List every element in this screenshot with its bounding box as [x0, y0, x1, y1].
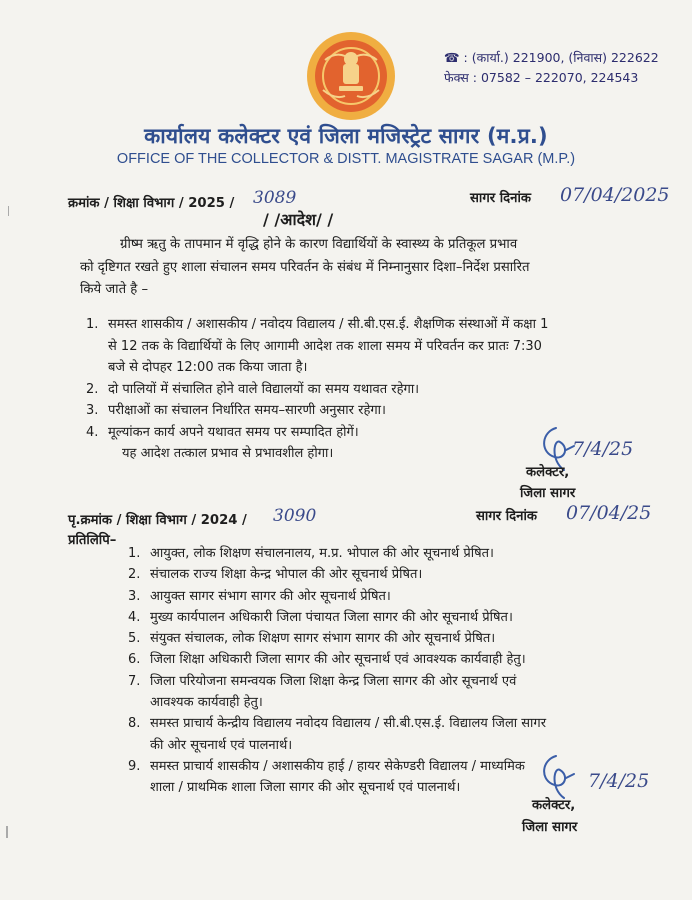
office-title-english: OFFICE OF THE COLLECTOR & DISTT. MAGISTRATE SAGAR (M.P.): [116, 151, 576, 167]
item-line: समस्त प्राचार्य केन्द्रीय विद्यालय नवोदय विद्यालय / सी.बी.एस.ई. विद्यालय जिला सागर: [150, 716, 547, 732]
item-number: 2.: [128, 567, 141, 583]
item-number: 4.: [86, 424, 99, 440]
item-line: की ओर सूचनार्थ एवं पालनार्थ।: [150, 737, 293, 753]
item-line: जिला शिक्षा अधिकारी जिला सागर की ओर सूचनार्थ एवं आवश्यक कार्यवाही हेतु।: [150, 652, 526, 668]
list-item: [86, 443, 548, 465]
office-title-hindi: कार्यालय कलेक्टर एवं जिला मजिस्ट्रेट सागर (म.प्र.): [144, 124, 548, 148]
item-line: आयुक्त सागर संभाग सागर की ओर सूचनार्थ प्रेषित।: [150, 588, 391, 604]
list-item: [128, 607, 546, 628]
list-item: [128, 628, 546, 649]
intro-line: ग्रीष्म ऋतु के तापमान में वृद्धि होने के कारण विद्यार्थियों के स्वास्थ्य के प्रतिकूल प्रभाव: [120, 237, 518, 252]
margin-tick: [8, 206, 9, 216]
list-item: [86, 400, 548, 422]
state-emblem-icon: [305, 30, 397, 122]
item-line: आयुक्त, लोक शिक्षण संचालनालय, म.प्र. भोपाल की ओर सूचनार्थ प्रेषित।: [150, 546, 494, 561]
list-item: [86, 379, 548, 401]
order-date-label: सागर दिनांक: [470, 191, 532, 206]
copy-date-label: सागर दिनांक: [476, 509, 538, 524]
list-item: [86, 422, 548, 444]
item-number: 6.: [128, 652, 141, 668]
item-number: 3.: [86, 403, 99, 418]
copy-recipients: [128, 543, 546, 799]
order-date-value: 07/04/2025: [560, 184, 670, 206]
item-number: 5.: [128, 631, 141, 647]
item-number: 9.: [128, 758, 141, 774]
order-items: [86, 314, 548, 465]
pratilipi-label: प्रतिलिपि–: [68, 533, 117, 548]
item-line: बजे से दोपहर 12:00 तक किया जाता है।: [108, 360, 308, 375]
item-line: समस्त प्राचार्य शासकीय / अशासकीय हाई / हायर सेकेण्डरी विद्यालय / माध्यमिक: [150, 758, 525, 774]
margin-tick: [6, 826, 8, 838]
signatory-place: जिला सागर: [520, 486, 576, 501]
signatory-title: कलेक्टर,: [532, 798, 576, 813]
item-line: संयुक्त संचालक, लोक शिक्षण सागर संभाग सागर की ओर सूचनार्थ प्रेषित।: [150, 631, 496, 647]
list-item: [128, 713, 546, 756]
list-item: [128, 564, 546, 585]
copy-ref-label: पृ.क्रमांक / शिक्षा विभाग / 2024 /: [68, 513, 247, 528]
item-line: से 12 तक के विद्यार्थियों के लिए आगामी आदेश तक शाला समय में परिवर्तन कर प्रातः 7:30: [108, 338, 542, 354]
item-line: दो पालियों में संचालित होने वाले विद्यालयों का समय यथावत रहेगा।: [108, 381, 420, 397]
order-intro: [80, 234, 640, 302]
signatory-title: कलेक्टर,: [526, 465, 570, 480]
item-number: 1.: [128, 546, 141, 561]
list-item: [128, 649, 546, 670]
signature-date: 7/4/25: [572, 438, 634, 460]
item-number: 4.: [128, 609, 141, 625]
item-line: समस्त शासकीय / अशासकीय / नवोदय विद्यालय / सी.बी.एस.ई. शैक्षणिक संस्थाओं में कक्षा 1: [108, 317, 549, 332]
item-number: 2.: [86, 381, 99, 397]
item-line: मुख्य कार्यपालन अधिकारी जिला पंचायत जिला सागर की ओर सूचनार्थ प्रेषित।: [150, 609, 513, 625]
item-line: जिला परियोजना समन्वयक जिला शिक्षा केन्द्र जिला सागर की ओर सूचनार्थ एवं: [150, 673, 517, 689]
list-item: [128, 586, 546, 607]
copy-ref-number: 3090: [273, 506, 317, 526]
item-line: मूल्यांकन कार्य अपने यथावत समय पर सम्पादित होगें।: [108, 424, 359, 440]
signatory-place: जिला सागर: [522, 820, 578, 835]
contact-fax: फेक्स : 07582 – 222070, 224543: [444, 70, 639, 85]
item-number: 3.: [128, 588, 141, 604]
list-item: [128, 543, 546, 564]
item-line: शाला / प्राथमिक शाला जिला सागर की ओर सूचनार्थ एवं पालनार्थ।: [150, 780, 461, 796]
item-number: 1.: [86, 317, 99, 332]
order-ref-number: 3089: [253, 188, 297, 208]
item-line: परीक्षाओं का संचालन निर्धारित समय–सारणी अनुसार रहेगा।: [108, 403, 386, 418]
signature-date: 7/4/25: [588, 770, 650, 792]
list-item: [86, 314, 548, 379]
effect-line: यह आदेश तत्काल प्रभाव से प्रभावशील होगा।: [122, 446, 334, 461]
list-item: [128, 671, 546, 714]
order-ref-label: क्रमांक / शिक्षा विभाग / 2025 /: [68, 196, 235, 211]
item-line: संचालक राज्य शिक्षा केन्द्र भोपाल की ओर सूचनार्थ प्रेषित।: [150, 567, 423, 583]
item-number: 8.: [128, 716, 141, 732]
item-number: 7.: [128, 673, 141, 689]
contact-phone: ☎ : (कार्या.) 221900, (निवास) 222622: [444, 50, 659, 65]
order-heading: / /आदेश/ /: [263, 210, 334, 229]
copy-date-value: 07/04/25: [566, 502, 652, 524]
intro-line: को दृष्टिगत रखते हुए शाला संचालन समय परिवर्तन के संबंध में निम्नानुसार दिशा–निर्देश प्रसारित: [80, 259, 530, 275]
item-line: आवश्यक कार्यवाही हेतु।: [150, 695, 263, 711]
list-item: [128, 756, 546, 799]
contact-block: [444, 48, 659, 88]
intro-line: किये जाते है –: [80, 282, 149, 297]
